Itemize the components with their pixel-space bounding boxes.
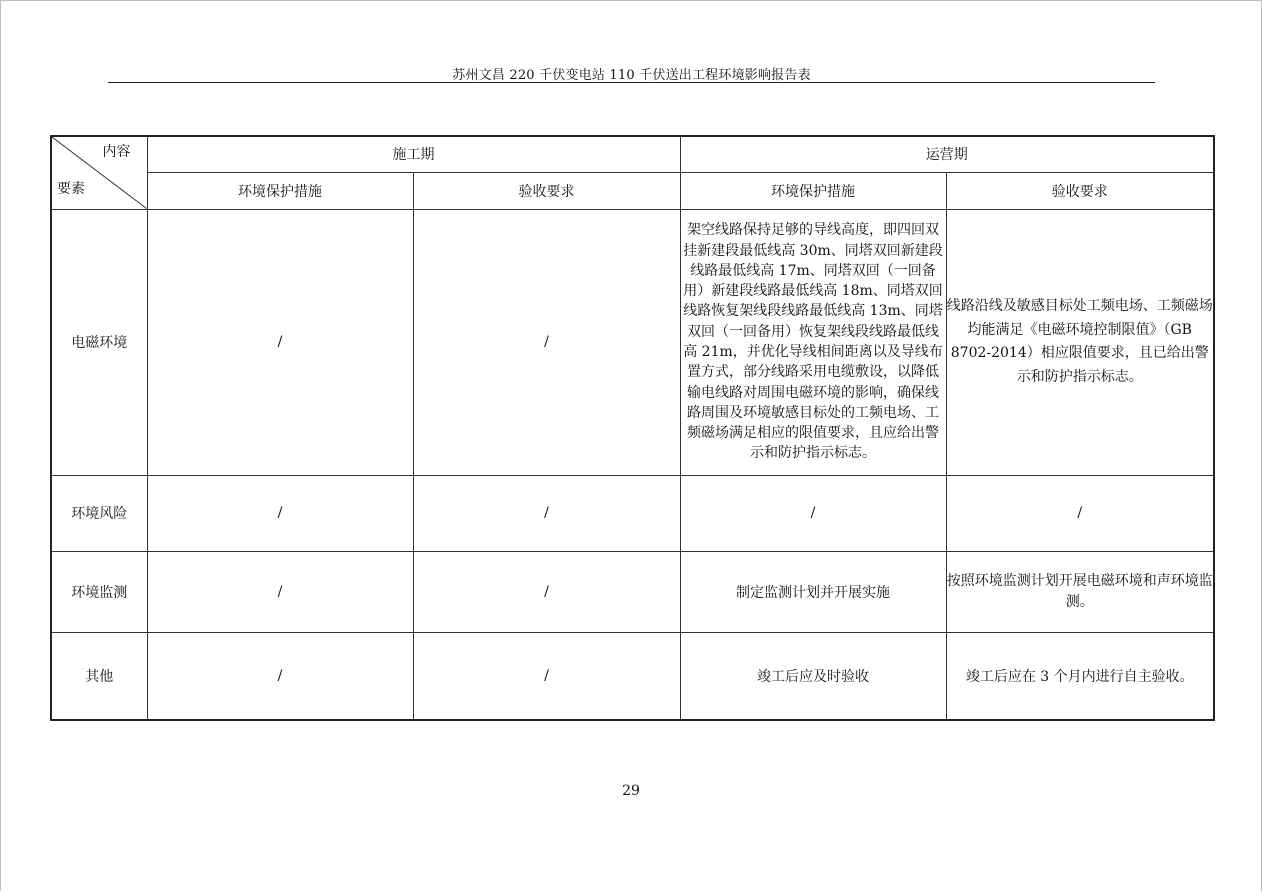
table-header-row-columns xyxy=(51,172,1214,209)
cell-operation-measures: 竣工后应及时验收 xyxy=(680,632,946,720)
cell-construction-acceptance: / xyxy=(413,209,680,475)
column-header-construction-acceptance: 验收要求 xyxy=(413,172,680,209)
cell-construction-acceptance: / xyxy=(413,632,680,720)
corner-label-element: 要素 xyxy=(57,181,85,197)
column-header-operation-acceptance: 验收要求 xyxy=(946,172,1214,209)
cell-construction-measures: / xyxy=(147,209,413,475)
column-header-operation-measures: 环境保护措施 xyxy=(680,172,946,209)
cell-operation-acceptance: 线路沿线及敏感目标处工频电场、工频磁场均能满足《电磁环境控制限值》（GB 8702-2014）相应限值要求，且已给出警示和防护指示标志。 xyxy=(946,209,1214,475)
cell-operation-acceptance: 按照环境监测计划开展电磁环境和声环境监测。 xyxy=(946,551,1214,632)
cell-operation-acceptance: 竣工后应在 3 个月内进行自主验收。 xyxy=(946,632,1214,720)
cell-construction-measures: / xyxy=(147,475,413,551)
diagonal-corner-cell xyxy=(51,136,147,209)
table-row xyxy=(51,475,1214,551)
row-element-label: 其他 xyxy=(51,632,147,720)
row-element-label: 电磁环境 xyxy=(51,209,147,475)
cell-construction-acceptance: / xyxy=(413,551,680,632)
table-row xyxy=(51,551,1214,632)
cell-operation-measures: / xyxy=(680,475,946,551)
corner-label-content: 内容 xyxy=(102,144,131,160)
cell-construction-measures: / xyxy=(147,551,413,632)
table-row xyxy=(51,632,1214,720)
table-header-row-phases xyxy=(51,136,1214,172)
document-header-title: 苏州文昌 220 千伏变电站 110 千伏送出工程环境影响报告表 xyxy=(452,68,811,83)
phase-header-operation: 运营期 xyxy=(680,136,1214,172)
row-element-label: 环境监测 xyxy=(51,551,147,632)
cell-operation-measures: 制定监测计划并开展实施 xyxy=(680,551,946,632)
page-number: 29 xyxy=(622,783,640,799)
row-element-label: 环境风险 xyxy=(51,475,147,551)
table-row xyxy=(51,209,1214,475)
phase-header-construction: 施工期 xyxy=(147,136,680,172)
cell-construction-measures: / xyxy=(147,632,413,720)
cell-construction-acceptance: / xyxy=(413,475,680,551)
cell-operation-acceptance: / xyxy=(946,475,1214,551)
environmental-measures-table xyxy=(50,135,1215,721)
header-rule xyxy=(108,82,1155,83)
cell-operation-measures: 架空线路保持足够的导线高度，即四回双挂新建段最低线高 30m、同塔双回新建段线路最低线高 17m、同塔双回（一回备用）新建段线路最低线高 18m、同塔双回线路恢复架线段线路最低线高 13m、同塔双回（一回备用）恢复架线段线路最低线高 21m，并优化导线相间距离以及导线布置方式，部分线路采用电缆敷设，以降低输电线路对周围电磁环境的影响，确保线路周围及环境敏感目标处的工频电场、工频磁场满足相应的限值要求，且应给出警示和防护指示标志。 xyxy=(680,209,946,475)
column-header-construction-measures: 环境保护措施 xyxy=(147,172,413,209)
